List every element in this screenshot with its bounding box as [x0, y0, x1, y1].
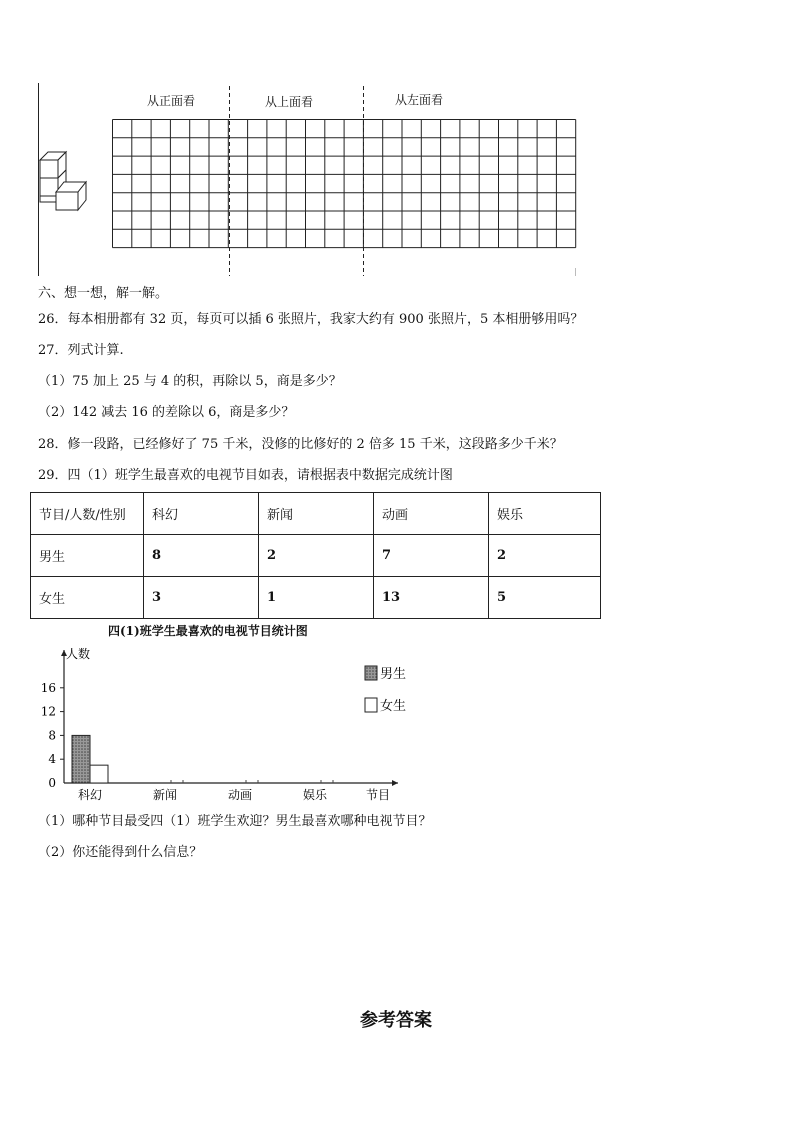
question-27-part-1: （1）75 加上 25 与 4 的积，再除以 5，商是多少？	[38, 374, 342, 389]
table-header-cell: 娱乐	[489, 493, 601, 535]
question-27: 27．列式计算.	[38, 343, 124, 358]
table-cell: 5	[489, 577, 601, 619]
chart-title: 四(1)班学生最喜欢的电视节目统计图	[108, 624, 308, 638]
table-cell: 7	[374, 535, 489, 577]
question-29: 29．四（1）班学生最喜欢的电视节目如表，请根据表中数据完成统计图	[38, 468, 453, 483]
y-tick-label: 16	[40, 680, 56, 695]
question-26: 26．每本相册都有 32 页，每页可以插 6 张照片，我家大约有 900 张照片，5 本相册够用吗？	[38, 312, 584, 327]
section-six-heading: 六、想一想，解一解。	[38, 286, 169, 301]
table-cell: 2	[489, 535, 601, 577]
table-cell: 2	[259, 535, 374, 577]
y-tick-label: 8	[48, 728, 56, 743]
x-axis-arrow	[392, 780, 398, 786]
bar-boys	[72, 735, 90, 783]
table-header-cell: 节目/人数/性别	[31, 493, 144, 535]
x-category-label: 新闻	[152, 788, 178, 802]
three-view-drawing-area	[0, 0, 794, 290]
legend-label: 男生	[380, 667, 407, 682]
tv-program-table	[30, 492, 601, 619]
top-view-label: 从上面看	[265, 95, 314, 109]
question-28: 28．修一段路，已经修好了 75 千米，没修的比修好的 2 倍多 15 千米，这段路多少千米？	[38, 437, 563, 452]
legend-swatch	[365, 666, 377, 680]
table-row	[31, 535, 601, 577]
left-view-label: 从左面看	[395, 93, 444, 107]
y-tick-label: 12	[40, 704, 56, 719]
x-axis-label: 节目	[365, 788, 391, 802]
view-grid-svg	[0, 0, 794, 290]
y-axis-label: 人数	[66, 647, 91, 661]
x-category-label: 科幻	[77, 788, 103, 802]
table-cell: 1	[259, 577, 374, 619]
y-tick-label: 0	[48, 776, 56, 790]
y-tick-label: 4	[48, 752, 56, 767]
drawing-grid	[113, 120, 576, 248]
x-category-label: 动画	[227, 788, 253, 802]
table-row	[31, 577, 601, 619]
legend-label: 女生	[380, 699, 407, 714]
table-header-cell: 新闻	[259, 493, 374, 535]
question-29-part-2: （2）你还能得到什么信息？	[38, 845, 203, 860]
legend-swatch	[365, 698, 377, 712]
front-view-label: 从正面看	[147, 94, 196, 108]
table-cell: 男生	[31, 535, 144, 577]
table-header-cell: 动画	[374, 493, 489, 535]
table-cell: 3	[144, 577, 259, 619]
bar-girls	[90, 765, 108, 783]
bar-chart	[30, 640, 430, 810]
x-category-label: 娱乐	[302, 788, 328, 802]
cube-figure	[40, 152, 86, 210]
question-27-part-2: （2）142 减去 16 的差除以 6，商是多少？	[38, 405, 295, 420]
table-header-row	[31, 493, 601, 535]
table-cell: 13	[374, 577, 489, 619]
table-cell: 女生	[31, 577, 144, 619]
table-cell: 8	[144, 535, 259, 577]
question-29-part-1: （1）哪种节目最受四（1）班学生欢迎？男生最喜欢哪种电视节目？	[38, 814, 432, 829]
answer-heading: 参考答案	[360, 1010, 432, 1031]
table-header-cell: 科幻	[144, 493, 259, 535]
